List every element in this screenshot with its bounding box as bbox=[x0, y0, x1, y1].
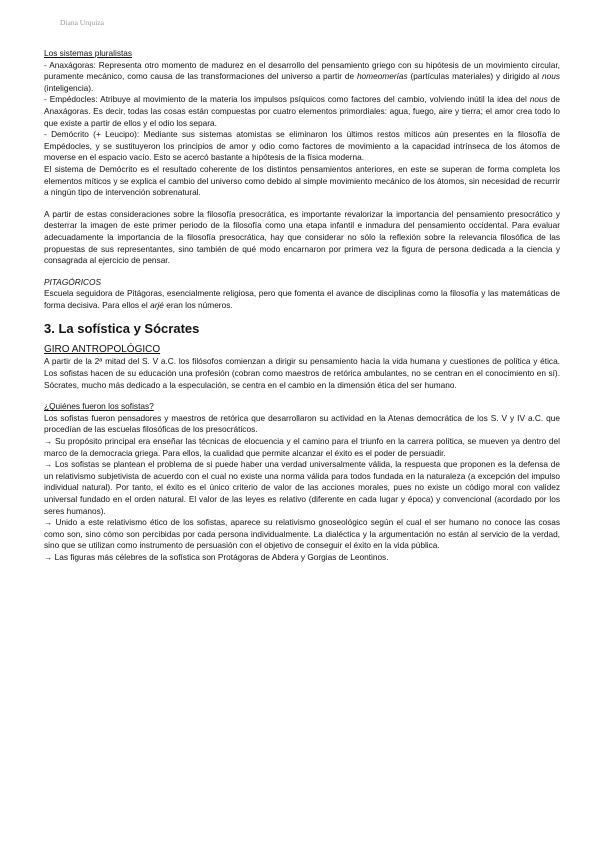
paragraph-pitagoricos: Escuela seguidora de Pitágoras, esencialmente religiosa, pero que fomenta el avance de disciplinas como la filosofía y las matemáticas de forma decisiva. Para ellos el arjé eran los números. bbox=[44, 288, 560, 310]
document-body bbox=[44, 48, 560, 564]
chapter-title-sofistica: 3. La sofística y Sócrates bbox=[44, 321, 200, 337]
paragraph-democrito: - Demócrito (+ Leucipo): Mediante sus sistemas atomistas se eliminaron los últimos restos míticos aún presentes en la filosofía de Empédocles, y se sustituyeron los principios de amor y odio como factores de movimiento a la capacidad intrínseca de los átomos de moverse en el espacio vacío. Esto se acercó bastante a hipótesis de la física moderna. bbox=[44, 129, 560, 163]
paragraph-conclusion-presocratica: A partir de estas consideraciones sobre la filosofía presocrática, es importante revalorizar la importancia del pensamiento presocrático y desterrar la imagen de este primer periodo de la filosofía como una etapa infantil e inmadura del pensamiento occidental. Para evaluar adecuadamente la importancia de la filosofía presocrática, hay que considerar no sólo la reflexión sobre la relevancia filosófica de las propuestas de sus representantes, sino también de qué modo encarnaron por primera vez la figura de persona dedicada a la ciencia y consagrada al ejercicio de pensar. bbox=[44, 208, 560, 266]
section-heading-quienes: ¿Quiénes fueron los sofistas? bbox=[44, 401, 154, 412]
paragraph-giro: A partir de la 2ª mitad del S. V a.C. los filósofos comienzan a dirigir su pensamiento hacia la vida humana y cuestiones de política y ética. Los sofistas hacen de su educación una profesión (cobran como maestros de retórica ambulantes, no se centran en el conocimiento en sí). Sócrates, mucho más dedicado a la especulación, se centra en el cambio en la dimensión ética del ser humano. bbox=[44, 356, 560, 390]
paragraph-empedocles: - Empédocles: Atribuye al movimiento de la materia los impulsos psíquicos como factores del cambio, volviendo inútil la idea del nous de Anaxágoras. Es decir, todas las cosas están compuestas por cuatro elementos primordiales: agua, fuego, aire y tierra; el amor crea todo lo que existe a partir de ellos y el odio los separa. bbox=[44, 94, 560, 128]
paragraph-sistema-democrito: El sistema de Demócrito es el resultado coherente de los distintos pensamientos anteriores, en este se superan de forma completa los elementos míticos y se explica el cambio del universo como debido al simple movimiento mecánico de los átomos, sin necesidad de recurrir a ningún tipo de intervención sobrenatural. bbox=[44, 163, 560, 198]
paragraph-anaxagoras: - Anaxágoras: Representa otro momento de madurez en el desarrollo del pensamiento griego con su hipótesis de un movimiento circular, puramente mecánico, como causa de las transformaciones del universo a partir de homeomerías (partículas materiales) y dirigido al nous (inteligencia). bbox=[44, 59, 560, 93]
paragraph-arrow-relativismo: → Los sofistas se plantean el problema de si puede haber una verdad universalmente válida, la respuesta que proponen es la defensa de un relativismo subjetivista de acuerdo con el cual no existe una norma válida para todos fundada en la naturaleza (a excepción del impulso individual natural). Por tanto, el éxito es el único criterio de valor de las acciones morales, pues no existe un código moral con validez universal fundado en el orden natural. El valor de las leyes es relativo (diferente en cada lugar y época) y convencional (acordado por los seres humanos). bbox=[44, 459, 560, 516]
section-heading-pluralistas: Los sistemas pluralistas bbox=[44, 48, 133, 58]
paragraph-arrow-gnoseologico: → Unido a este relativismo ético de los sofistas, aparece su relativismo gnoseológico según el cual el ser humano no conoce las cosas como son, sino cómo son percibidas por cada persona individualmente. La dialéctica y la argumentación no están al servicio de la verdad, sino que se utilizan como instrumento de persuasión con el objetivo de conseguir el éxito en la vida pública. bbox=[44, 517, 560, 551]
author-watermark: Diana Urquiza bbox=[60, 18, 104, 27]
paragraph-quienes: Los sofistas fueron pensadores y maestros de retórica que desarrollaron su actividad en la Atenas democrática de los S. V y IV a.C. que procedían de las escuelas filosóficas de los presocráticos. bbox=[44, 412, 560, 435]
section-heading-pitagoricos: PITAGÓRICOS bbox=[44, 276, 102, 287]
section-heading-giro: GIRO ANTROPOLÓGICO bbox=[44, 344, 161, 356]
paragraph-arrow-proposito: → Su propósito principal era enseñar las técnicas de elocuencia y el camino para el triunfo en la carrera política, se mueven ya dentro del marco de la democracia griega. Para ellos, la cualidad que permite alcanzar el éxito es el poder de persuadir. bbox=[44, 436, 560, 458]
paragraph-arrow-figuras: → Las figuras más célebres de la sofística son Protágoras de Abdera y Gorgias de Leontinos. bbox=[44, 551, 389, 562]
